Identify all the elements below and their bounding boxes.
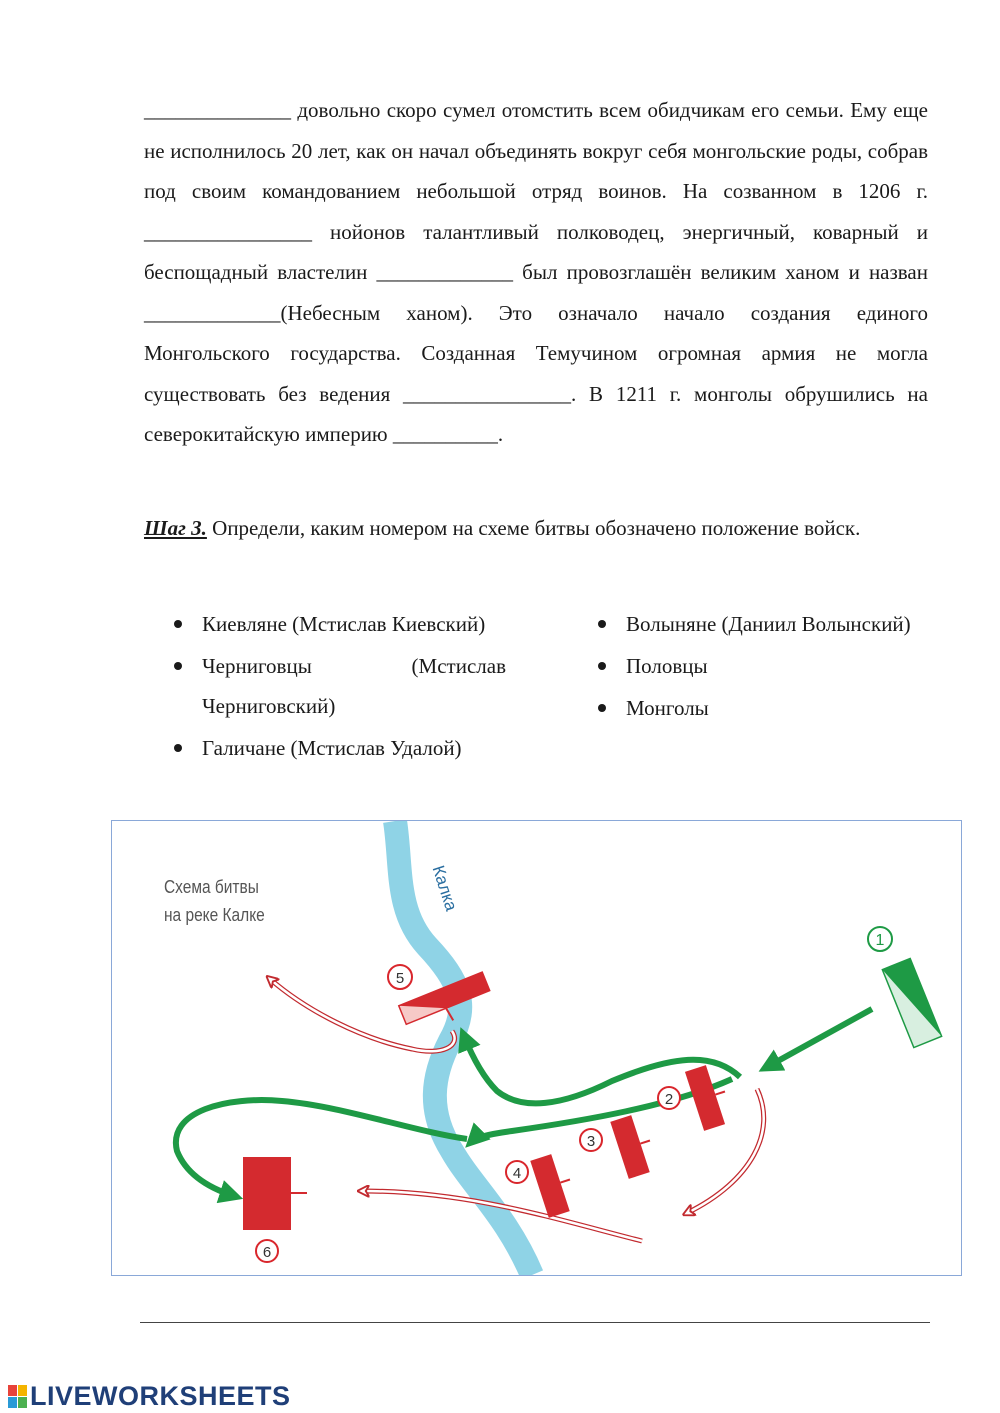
list-item: Монголы <box>596 688 928 728</box>
footer-divider <box>140 1322 930 1323</box>
marker-1 <box>868 927 892 951</box>
marker-2-label: 2 <box>664 1091 674 1108</box>
troops-list-right <box>596 604 928 730</box>
marker-5-label: 5 <box>395 970 405 987</box>
logo-text: LIVEWORKSHEETS <box>30 1380 291 1411</box>
troops-list-left <box>172 604 506 770</box>
list-item: Галичане (Мстислав Удалой) <box>172 728 506 768</box>
unit-6-block <box>243 1157 307 1230</box>
marker-5 <box>388 965 412 989</box>
unit-3-block <box>610 1112 659 1179</box>
marker-4 <box>506 1161 528 1183</box>
step-text: Определи, каким номером на схеме битвы обозначено положение войск. <box>212 516 861 540</box>
list-item: Черниговцы (Мстислав Черниговский) <box>172 646 506 726</box>
battle-map <box>111 820 962 1276</box>
step-label: Шаг 3. <box>144 516 207 540</box>
river-label: Калка <box>428 863 461 914</box>
list-item: Волыняне (Даниил Волынский) <box>596 604 928 644</box>
list-item: Киевляне (Мстислав Киевский) <box>172 604 506 644</box>
marker-6 <box>256 1240 278 1262</box>
unit-1-block <box>882 958 941 1047</box>
map-title <box>164 873 265 929</box>
mongol-attack-arrow <box>767 1009 872 1067</box>
liveworksheets-logo[interactable] <box>8 1380 291 1412</box>
unit-4-block <box>530 1151 579 1218</box>
map-title-line-1: Схема битвы <box>164 877 259 897</box>
map-title-line-2: на реке Калке <box>164 905 265 925</box>
marker-3 <box>580 1129 602 1151</box>
list-item: Половцы <box>596 646 928 686</box>
marker-1-label: 1 <box>875 932 885 949</box>
marker-4-label: 4 <box>512 1165 522 1182</box>
step-3-instruction <box>144 508 928 549</box>
marker-6-label: 6 <box>262 1244 272 1261</box>
marker-3-label: 3 <box>586 1133 596 1150</box>
marker-2 <box>658 1087 680 1109</box>
logo-icon <box>8 1385 27 1408</box>
mongol-flank-arrow-lower <box>176 1100 467 1196</box>
task-paragraph: ______________ довольно скоро сумел отомстить всем обидчикам его семьи. Ему еще не исполнилось 20 лет, как он начал объединять вокруг себя монгольские роды, собрав под своим командованием небольшой отряд воинов. На созванном в 1206 г. ________________ нойонов талантливый полководец, энергичный, коварный и беспощадный властелин _____________ был провозглашён великим ханом и назван _____________(Небесным ханом). Это означало начало создания единого Монгольского государства. Созданная Темучином огромная армия не могла существовать без ведения ________________. В 1211 г. монголы обрушились на северокитайскую империю __________. <box>144 98 928 446</box>
